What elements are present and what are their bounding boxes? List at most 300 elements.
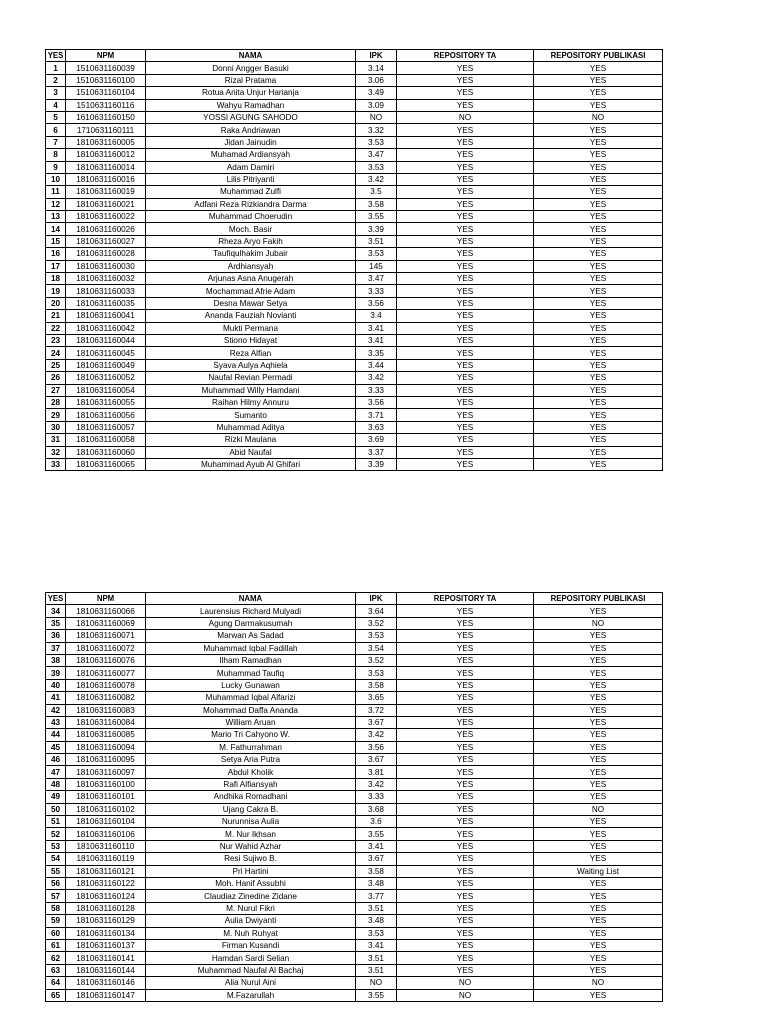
repository-ta-cell: YES — [397, 716, 534, 728]
repository-ta-cell: YES — [397, 310, 534, 322]
nama-cell: Andhika Romadhani — [146, 791, 356, 803]
npm-cell: 1810631160060 — [66, 446, 146, 458]
ipk-cell: 3.48 — [356, 877, 397, 889]
nama-cell: Raka Andriawan — [146, 124, 356, 136]
npm-cell: 1810631160078 — [66, 679, 146, 691]
npm-cell: 1810631160056 — [66, 409, 146, 421]
row-number-cell: 5 — [46, 111, 66, 123]
repository-publikasi-cell: NO — [534, 803, 663, 815]
npm-cell: 1810631160022 — [66, 211, 146, 223]
row-number-cell: 51 — [46, 816, 66, 828]
npm-cell: 1810631160119 — [66, 853, 146, 865]
repository-publikasi-cell: YES — [534, 285, 663, 297]
row-number-cell: 8 — [46, 149, 66, 161]
npm-cell: 1810631160141 — [66, 952, 146, 964]
row-number-cell: 61 — [46, 939, 66, 951]
repository-publikasi-cell: YES — [534, 198, 663, 210]
npm-cell: 1810631160033 — [66, 285, 146, 297]
table-row — [46, 890, 663, 902]
ipk-cell: 3.67 — [356, 754, 397, 766]
nama-cell: Rizki Maulana — [146, 434, 356, 446]
row-number-cell: 35 — [46, 617, 66, 629]
nama-cell: Muhammad Taufiq — [146, 667, 356, 679]
repository-ta-cell: YES — [397, 235, 534, 247]
repository-publikasi-cell: YES — [534, 840, 663, 852]
table-row — [46, 211, 663, 223]
npm-cell: 1510631160100 — [66, 74, 146, 86]
nama-cell: Desna Mawar Setya — [146, 297, 356, 309]
ipk-cell: 3.77 — [356, 890, 397, 902]
row-number-cell: 16 — [46, 248, 66, 260]
repository-publikasi-cell: YES — [534, 334, 663, 346]
npm-cell: 1810631160032 — [66, 273, 146, 285]
ipk-cell: 3.51 — [356, 235, 397, 247]
npm-cell: 1810631160084 — [66, 716, 146, 728]
npm-cell: 1810631160085 — [66, 729, 146, 741]
table-row — [46, 359, 663, 371]
nama-cell: Adfani Reza Rizkiandra Darma — [146, 198, 356, 210]
ipk-cell: 3.39 — [356, 223, 397, 235]
npm-cell: 1810631160147 — [66, 989, 146, 1001]
repository-ta-cell: YES — [397, 434, 534, 446]
table-row — [46, 161, 663, 173]
repository-ta-cell: YES — [397, 816, 534, 828]
nama-cell: Muhammad Iqbal Alfarizi — [146, 692, 356, 704]
ipk-cell: 3.51 — [356, 952, 397, 964]
repository-ta-cell: YES — [397, 347, 534, 359]
npm-cell: 1810631160137 — [66, 939, 146, 951]
npm-cell: 1810631160049 — [66, 359, 146, 371]
nama-cell: Ujang Cakra B. — [146, 803, 356, 815]
row-number-cell: 50 — [46, 803, 66, 815]
table-row — [46, 99, 663, 111]
ipk-cell: 3.47 — [356, 149, 397, 161]
header-yes: YES — [46, 593, 66, 605]
table-row — [46, 322, 663, 334]
repository-ta-cell: YES — [397, 803, 534, 815]
repository-publikasi-cell: YES — [534, 605, 663, 617]
table-row — [46, 421, 663, 433]
repository-publikasi-cell: YES — [534, 372, 663, 384]
nama-cell: Moch. Basir — [146, 223, 356, 235]
ipk-cell: 3.44 — [356, 359, 397, 371]
row-number-cell: 3 — [46, 87, 66, 99]
repository-publikasi-cell: YES — [534, 74, 663, 86]
nama-cell: Mario Tri Cahyono W. — [146, 729, 356, 741]
npm-cell: 1810631160057 — [66, 421, 146, 433]
nama-cell: Hamdan Sardi Selian — [146, 952, 356, 964]
npm-cell: 1810631160106 — [66, 828, 146, 840]
nama-cell: Pri Hartini — [146, 865, 356, 877]
row-number-cell: 55 — [46, 865, 66, 877]
repository-ta-cell: YES — [397, 853, 534, 865]
ipk-cell: 3.51 — [356, 964, 397, 976]
nama-cell: Muhammad Choerudin — [146, 211, 356, 223]
repository-publikasi-cell: NO — [534, 111, 663, 123]
row-number-cell: 36 — [46, 630, 66, 642]
row-number-cell: 48 — [46, 778, 66, 790]
ipk-cell: 3.53 — [356, 136, 397, 148]
table-row — [46, 828, 663, 840]
table-row — [46, 716, 663, 728]
table-row — [46, 803, 663, 815]
row-number-cell: 39 — [46, 667, 66, 679]
table-row — [46, 334, 663, 346]
nama-cell: Naufal Revian Permadi — [146, 372, 356, 384]
repository-ta-cell: YES — [397, 877, 534, 889]
table-row — [46, 62, 663, 74]
table-row — [46, 927, 663, 939]
repository-ta-cell: YES — [397, 766, 534, 778]
nama-cell: Moh. Hanif Assubhi — [146, 877, 356, 889]
nama-cell: Arjunas Asna Anugerah — [146, 273, 356, 285]
table-row — [46, 248, 663, 260]
table-row — [46, 173, 663, 185]
repository-publikasi-cell: YES — [534, 149, 663, 161]
nama-cell: Adam Damiri — [146, 161, 356, 173]
repository-publikasi-cell: YES — [534, 766, 663, 778]
table-row — [46, 446, 663, 458]
repository-publikasi-cell: YES — [534, 211, 663, 223]
table-row — [46, 667, 663, 679]
repository-ta-cell: YES — [397, 273, 534, 285]
ipk-cell: 3.41 — [356, 939, 397, 951]
row-number-cell: 41 — [46, 692, 66, 704]
npm-cell: 1810631160035 — [66, 297, 146, 309]
npm-cell: 1510631160104 — [66, 87, 146, 99]
table-row — [46, 977, 663, 989]
repository-ta-cell: YES — [397, 260, 534, 272]
repository-ta-cell: YES — [397, 458, 534, 470]
npm-cell: 1810631160144 — [66, 964, 146, 976]
repository-ta-cell: YES — [397, 927, 534, 939]
table-row — [46, 754, 663, 766]
nama-cell: Syava Aulya Aqhiela — [146, 359, 356, 371]
ipk-cell: 3.32 — [356, 124, 397, 136]
repository-publikasi-cell: YES — [534, 235, 663, 247]
row-number-cell: 64 — [46, 977, 66, 989]
repository-ta-cell: YES — [397, 952, 534, 964]
npm-cell: 1810631160094 — [66, 741, 146, 753]
repository-ta-cell: YES — [397, 421, 534, 433]
nama-cell: Raihan Hilmy Annuru — [146, 396, 356, 408]
repository-publikasi-cell: YES — [534, 853, 663, 865]
row-number-cell: 53 — [46, 840, 66, 852]
table-row — [46, 223, 663, 235]
repository-publikasi-cell: YES — [534, 223, 663, 235]
repository-ta-cell: YES — [397, 396, 534, 408]
repository-ta-cell: YES — [397, 791, 534, 803]
row-number-cell: 52 — [46, 828, 66, 840]
npm-cell: 1810631160082 — [66, 692, 146, 704]
ipk-cell: 3.67 — [356, 853, 397, 865]
nama-cell: Muhammad Iqbal Fadillah — [146, 642, 356, 654]
row-number-cell: 32 — [46, 446, 66, 458]
repository-ta-cell: NO — [397, 111, 534, 123]
repository-ta-cell: YES — [397, 322, 534, 334]
table-row — [46, 952, 663, 964]
row-number-cell: 40 — [46, 679, 66, 691]
npm-cell: 1810631160044 — [66, 334, 146, 346]
repository-ta-cell: NO — [397, 977, 534, 989]
ipk-cell: 3.81 — [356, 766, 397, 778]
repository-ta-cell: YES — [397, 62, 534, 74]
repository-publikasi-cell: YES — [534, 754, 663, 766]
nama-cell: Resi Sujiwo B. — [146, 853, 356, 865]
repository-ta-cell: YES — [397, 605, 534, 617]
table-row — [46, 409, 663, 421]
table-row — [46, 964, 663, 976]
row-number-cell: 14 — [46, 223, 66, 235]
table-row — [46, 741, 663, 753]
ipk-cell: 3.55 — [356, 989, 397, 1001]
table-row — [46, 124, 663, 136]
repository-ta-cell: YES — [397, 617, 534, 629]
table-body — [46, 62, 663, 471]
repository-ta-cell: YES — [397, 124, 534, 136]
repository-ta-cell: YES — [397, 161, 534, 173]
row-number-cell: 12 — [46, 198, 66, 210]
npm-cell: 1810631160026 — [66, 223, 146, 235]
npm-cell: 1810631160042 — [66, 322, 146, 334]
table-row — [46, 642, 663, 654]
ipk-cell: 3.41 — [356, 334, 397, 346]
repository-ta-cell: YES — [397, 285, 534, 297]
row-number-cell: 18 — [46, 273, 66, 285]
npm-cell: 1810631160058 — [66, 434, 146, 446]
nama-cell: Firman Kusandi — [146, 939, 356, 951]
row-number-cell: 25 — [46, 359, 66, 371]
row-number-cell: 56 — [46, 877, 66, 889]
table-row — [46, 791, 663, 803]
repository-ta-cell: YES — [397, 865, 534, 877]
nama-cell: Nurunnisa Aulia — [146, 816, 356, 828]
repository-ta-cell: YES — [397, 704, 534, 716]
ipk-cell: 3.55 — [356, 828, 397, 840]
row-number-cell: 19 — [46, 285, 66, 297]
ipk-cell: 3.49 — [356, 87, 397, 99]
nama-cell: Muhammad Aditya — [146, 421, 356, 433]
ipk-cell: 3.35 — [356, 347, 397, 359]
nama-cell: Rafi Alfiansyah — [146, 778, 356, 790]
nama-cell: Muhammad Naufal Al Bachaj — [146, 964, 356, 976]
nama-cell: Mohammad Daffa Ananda — [146, 704, 356, 716]
row-number-cell: 30 — [46, 421, 66, 433]
table-body — [46, 605, 663, 1002]
nama-cell: Laurensius Richard Mulyadi — [146, 605, 356, 617]
nama-cell: Alia Nurul Aini — [146, 977, 356, 989]
ipk-cell: 3.58 — [356, 198, 397, 210]
row-number-cell: 28 — [46, 396, 66, 408]
repository-ta-cell: YES — [397, 87, 534, 99]
npm-cell: 1810631160052 — [66, 372, 146, 384]
npm-cell: 1810631160146 — [66, 977, 146, 989]
nama-cell: Reza Alfian — [146, 347, 356, 359]
repository-ta-cell: YES — [397, 186, 534, 198]
ipk-cell: 3.52 — [356, 654, 397, 666]
repository-ta-cell: YES — [397, 741, 534, 753]
row-number-cell: 45 — [46, 741, 66, 753]
header-ipk: IPK — [356, 593, 397, 605]
nama-cell: Lucky Gunawan — [146, 679, 356, 691]
repository-publikasi-cell: YES — [534, 384, 663, 396]
row-number-cell: 9 — [46, 161, 66, 173]
repository-ta-cell: YES — [397, 654, 534, 666]
ipk-cell: 3.48 — [356, 915, 397, 927]
table-row — [46, 186, 663, 198]
repository-publikasi-cell: YES — [534, 741, 663, 753]
nama-cell: Nur Wahid Azhar — [146, 840, 356, 852]
nama-cell: Taufiqulhakim Jubair — [146, 248, 356, 260]
repository-ta-cell: YES — [397, 840, 534, 852]
ipk-cell: 3.53 — [356, 161, 397, 173]
table-row — [46, 372, 663, 384]
header-npm: NPM — [66, 593, 146, 605]
repository-ta-cell: YES — [397, 692, 534, 704]
repository-ta-cell: YES — [397, 915, 534, 927]
repository-ta-cell: YES — [397, 778, 534, 790]
ipk-cell: 3.33 — [356, 384, 397, 396]
repository-publikasi-cell: YES — [534, 716, 663, 728]
table-row — [46, 297, 663, 309]
row-number-cell: 65 — [46, 989, 66, 1001]
table-row — [46, 654, 663, 666]
repository-publikasi-cell: YES — [534, 297, 663, 309]
ipk-cell: 3.14 — [356, 62, 397, 74]
npm-cell: 1810631160128 — [66, 902, 146, 914]
row-number-cell: 11 — [46, 186, 66, 198]
table-row — [46, 853, 663, 865]
repository-publikasi-cell: YES — [534, 124, 663, 136]
repository-publikasi-cell: YES — [534, 87, 663, 99]
row-number-cell: 29 — [46, 409, 66, 421]
npm-cell: 1810631160055 — [66, 396, 146, 408]
ipk-cell: 3.6 — [356, 816, 397, 828]
table-row — [46, 458, 663, 470]
ipk-cell: 3.52 — [356, 617, 397, 629]
npm-cell: 1810631160012 — [66, 149, 146, 161]
repository-ta-cell: YES — [397, 729, 534, 741]
nama-cell: Sumanto — [146, 409, 356, 421]
row-number-cell: 58 — [46, 902, 66, 914]
row-number-cell: 57 — [46, 890, 66, 902]
nama-cell: Abid Naufal — [146, 446, 356, 458]
nama-cell: Ardhiansyah — [146, 260, 356, 272]
npm-cell: 1810631160122 — [66, 877, 146, 889]
student-table-2 — [45, 592, 663, 1002]
ipk-cell: 3.4 — [356, 310, 397, 322]
header-repository-publikasi: REPOSITORY PUBLIKASI — [534, 50, 663, 62]
repository-publikasi-cell: YES — [534, 939, 663, 951]
repository-publikasi-cell: YES — [534, 791, 663, 803]
repository-publikasi-cell: YES — [534, 642, 663, 654]
npm-cell: 1810631160045 — [66, 347, 146, 359]
table-row — [46, 704, 663, 716]
repository-publikasi-cell: YES — [534, 654, 663, 666]
table-row — [46, 310, 663, 322]
row-number-cell: 23 — [46, 334, 66, 346]
nama-cell: Muhammad Willy Hamdani — [146, 384, 356, 396]
nama-cell: Abdul Kholik — [146, 766, 356, 778]
repository-ta-cell: YES — [397, 198, 534, 210]
ipk-cell: 145 — [356, 260, 397, 272]
repository-publikasi-cell: YES — [534, 62, 663, 74]
ipk-cell: 3.71 — [356, 409, 397, 421]
ipk-cell: 3.42 — [356, 372, 397, 384]
npm-cell: 1810631160100 — [66, 778, 146, 790]
header-yes: YES — [46, 50, 66, 62]
repository-publikasi-cell: YES — [534, 446, 663, 458]
repository-publikasi-cell: YES — [534, 136, 663, 148]
npm-cell: 1810631160072 — [66, 642, 146, 654]
nama-cell: Mukti Permana — [146, 322, 356, 334]
ipk-cell: 3.47 — [356, 273, 397, 285]
repository-publikasi-cell: YES — [534, 692, 663, 704]
table-row — [46, 679, 663, 691]
nama-cell: M. Nurul Fikri — [146, 902, 356, 914]
row-number-cell: 15 — [46, 235, 66, 247]
row-number-cell: 43 — [46, 716, 66, 728]
row-number-cell: 49 — [46, 791, 66, 803]
row-number-cell: 21 — [46, 310, 66, 322]
table-row — [46, 605, 663, 617]
repository-publikasi-cell: YES — [534, 273, 663, 285]
repository-publikasi-cell: YES — [534, 409, 663, 421]
nama-cell: M. Fathurrahman — [146, 741, 356, 753]
npm-cell: 1810631160030 — [66, 260, 146, 272]
npm-cell: 1810631160041 — [66, 310, 146, 322]
repository-publikasi-cell: YES — [534, 778, 663, 790]
nama-cell: Muhammad Zulfi — [146, 186, 356, 198]
repository-publikasi-cell: YES — [534, 434, 663, 446]
repository-ta-cell: YES — [397, 211, 534, 223]
ipk-cell: 3.51 — [356, 902, 397, 914]
row-number-cell: 33 — [46, 458, 66, 470]
ipk-cell: 3.58 — [356, 679, 397, 691]
nama-cell: Donni Angger Basuki — [146, 62, 356, 74]
npm-cell: 1810631160095 — [66, 754, 146, 766]
table-row — [46, 87, 663, 99]
ipk-cell: 3.67 — [356, 716, 397, 728]
npm-cell: 1810631160054 — [66, 384, 146, 396]
ipk-cell: 3.39 — [356, 458, 397, 470]
row-number-cell: 37 — [46, 642, 66, 654]
repository-ta-cell: YES — [397, 74, 534, 86]
row-number-cell: 17 — [46, 260, 66, 272]
nama-cell: Muhamad Ardiansyah — [146, 149, 356, 161]
repository-publikasi-cell: YES — [534, 816, 663, 828]
repository-publikasi-cell: YES — [534, 667, 663, 679]
repository-ta-cell: YES — [397, 136, 534, 148]
repository-publikasi-cell: YES — [534, 828, 663, 840]
npm-cell: 1510631160116 — [66, 99, 146, 111]
repository-publikasi-cell: YES — [534, 458, 663, 470]
table-row — [46, 939, 663, 951]
ipk-cell: 3.68 — [356, 803, 397, 815]
repository-ta-cell: YES — [397, 334, 534, 346]
row-number-cell: 46 — [46, 754, 66, 766]
ipk-cell: NO — [356, 111, 397, 123]
table-row — [46, 273, 663, 285]
npm-cell: 1810631160102 — [66, 803, 146, 815]
ipk-cell: 3.41 — [356, 840, 397, 852]
repository-publikasi-cell: Waiting List — [534, 865, 663, 877]
ipk-cell: 3.56 — [356, 396, 397, 408]
table-row — [46, 136, 663, 148]
npm-cell: 1810631160016 — [66, 173, 146, 185]
row-number-cell: 6 — [46, 124, 66, 136]
ipk-cell: 3.58 — [356, 865, 397, 877]
